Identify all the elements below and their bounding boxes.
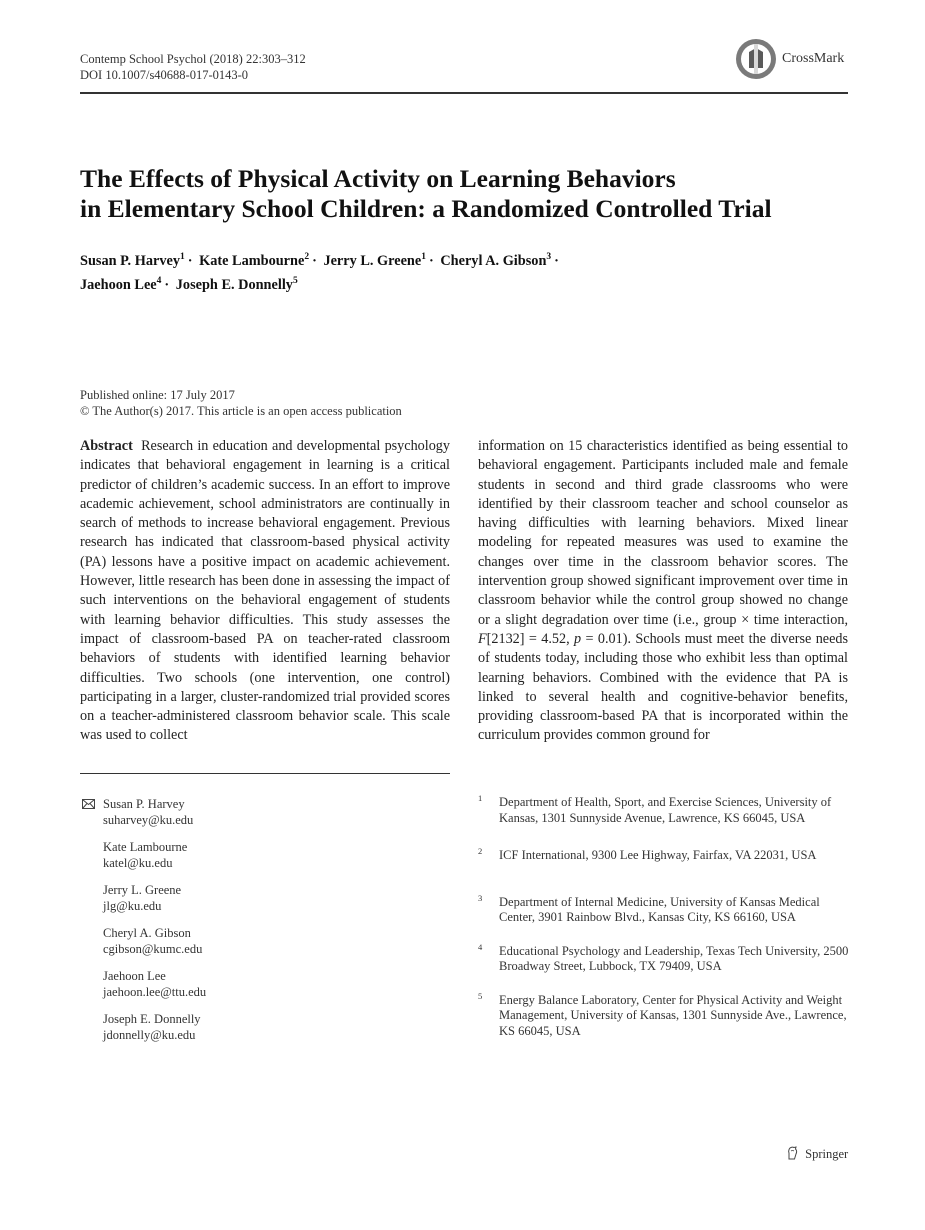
contact-name: Jaehoon Lee: [103, 969, 166, 983]
author-contacts: [80, 797, 450, 1055]
affiliation-entry: [478, 941, 850, 975]
affiliation-number: 1: [478, 793, 483, 803]
contact-name: Jerry L. Greene: [103, 883, 182, 897]
affiliation-text: Department of Internal Medicine, University of Kansas Medical Center, 3901 Rainbow Blvd., Kansas City, KS 66160, USA: [499, 894, 820, 924]
springer-horse-icon: [786, 1146, 799, 1160]
affiliation-entry: [478, 990, 850, 1040]
contact-entry: [80, 1012, 450, 1043]
affiliation-number: 5: [478, 990, 483, 1001]
contact-entry: [80, 883, 450, 914]
affiliation-text: ICF International, 9300 Lee Highway, Fairfax, VA 22031, USA: [499, 848, 817, 862]
publisher-name: Springer: [805, 1147, 849, 1161]
header-rule: [80, 92, 848, 94]
author-name[interactable]: Cheryl A. Gibson: [440, 252, 547, 269]
doi[interactable]: DOI 10.1007/s40688-017-0143-0: [80, 68, 249, 82]
author-affil-sup: 1: [179, 252, 185, 262]
mail-icon: [82, 799, 95, 809]
journal-citation: Contemp School Psychol (2018) 22:303–312: [80, 52, 306, 66]
contact-name: Susan P. Harvey: [103, 797, 185, 811]
abstract-text: [2132] = 4.52,: [486, 630, 575, 647]
author-name[interactable]: Jaehoon Lee: [80, 276, 157, 293]
affiliation-text: Educational Psychology and Leadership, Texas Tech University, 2500 Broadway Street, Lubbock, TX 79409, USA: [499, 943, 849, 973]
published-date: Published online: 17 July 2017: [80, 388, 235, 402]
author-affil-sup: 2: [304, 252, 310, 262]
contact-entry: [80, 797, 450, 828]
copyright-line: © The Author(s) 2017. This article is an open access publication: [80, 404, 402, 418]
affiliation-number: 4: [478, 941, 483, 952]
author-list: Susan P. Harvey$^1$ · Kate Lambourne$^2$ · Jerry L. Greene$^1$ · Cheryl A. Gibson$^3$ · Jaehoon Lee$^4$ · Joseph E. Donnelly$^5$: [80, 252, 559, 293]
contact-name: Cheryl A. Gibson: [103, 926, 191, 940]
title-line: The Effects of Physical Activity on Learning Behaviors: [80, 164, 676, 193]
affiliations: [478, 795, 850, 1039]
abstract-label: Abstract: [80, 438, 133, 454]
affiliation-number: 3: [478, 892, 483, 903]
contact-email[interactable]: jlg@ku.edu: [103, 898, 162, 913]
stat-symbol-p: p: [574, 630, 582, 647]
publication-info: [80, 387, 402, 419]
contact-email[interactable]: suharvey@ku.edu: [103, 812, 194, 827]
publisher-footer: [786, 1146, 848, 1162]
stat-symbol-f: F: [478, 630, 487, 647]
article-title: [80, 164, 850, 224]
crossmark-label: CrossMark: [782, 51, 845, 66]
affiliation-entry: [478, 848, 850, 864]
contact-entry: [80, 969, 450, 1000]
contact-email[interactable]: jdonnelly@ku.edu: [103, 1027, 196, 1042]
title-line: in Elementary School Children: a Randomized Controlled Trial: [80, 194, 772, 223]
abstract-text: information on 15 characteristics identified as being essential to behavioral engagement. Participants included male and female students in second and third grade classrooms who were identified by their classroom teacher and school counselor as having difficulties with learning behaviors. Mixed linear modeling for repeated measures was used to examine the changes over time in the classroom behavior scores. The intervention group showed significant improvement over time in classroom behavior while the control group showed no change or a slight degradation over time (i.e., group × time interaction,: [478, 438, 848, 628]
contact-name: Joseph E. Donnelly: [103, 1012, 201, 1026]
journal-header: [80, 51, 306, 83]
contact-email[interactable]: cgibson@kumc.edu: [103, 941, 203, 956]
affiliation-number: 2: [478, 846, 483, 856]
author-affil-sup: 1: [421, 252, 426, 262]
author-name[interactable]: Kate Lambourne: [199, 252, 305, 269]
author-affil-sup: 5: [292, 275, 298, 286]
author-name[interactable]: Susan P. Harvey: [80, 252, 180, 269]
contact-entry: [80, 926, 450, 957]
author-affil-sup: 3: [546, 252, 552, 262]
affiliation-entry: [478, 892, 850, 926]
contact-entry: [80, 840, 450, 871]
author-affil-sup: 4: [156, 275, 162, 286]
author-name[interactable]: Joseph E. Donnelly: [175, 276, 293, 293]
abstract-text: = 0.01). Schools must meet the diverse needs of students today, including those who exhibit less than optimal learning behaviors. Combined with the evidence that PA is linked to several health and cognitive-behavior benefits, providing classroom-based PA that is incorporated within the curriculum provides common ground for: [478, 630, 848, 744]
contact-email[interactable]: katel@ku.edu: [103, 855, 173, 870]
footnote-rule: [80, 773, 450, 774]
affiliation-entry: [478, 795, 850, 826]
contact-email[interactable]: jaehoon.lee@ttu.edu: [103, 984, 207, 999]
crossmark-icon: [735, 38, 777, 80]
affiliation-text: Department of Health, Sport, and Exercise Sciences, University of Kansas, 1301 Sunnyside Avenue, Lawrence, KS 66045, USA: [499, 795, 832, 825]
crossmark-badge[interactable]: [735, 38, 850, 82]
abstract-left-column: [80, 437, 450, 746]
author-name[interactable]: Jerry L. Greene: [323, 252, 422, 269]
contact-name: Kate Lambourne: [103, 840, 188, 854]
abstract-right-column: [478, 437, 848, 746]
abstract-text: Research in education and developmental psychology indicates that behavioral engagement in learning is a critical predictor of children’s academic success. In an effort to improve academic achievement, school administrators are continually in search of methods to increase behavioral engagement. Previous research has indicated that classroom-based physical activity (PA) lessons have a positive impact on academic achievement. However, little research has been done in assessing the impact of such interventions on the behavioral engagement of students with learning behavior difficulties. This study assesses the impact of classroom-based PA on teacher-rated classroom behaviors of students with identified learning behavior difficulties. Two schools (one intervention, one control) participating in a larger, cluster-randomized trial provided scores on a teacher-administered classroom behavior scale. This scale was used to collect: [80, 438, 450, 744]
affiliation-text: Energy Balance Laboratory, Center for Physical Activity and Weight Management, University of Kansas, 1301 Sunnyside Ave., Lawrence, KS 66045, USA: [499, 992, 847, 1038]
